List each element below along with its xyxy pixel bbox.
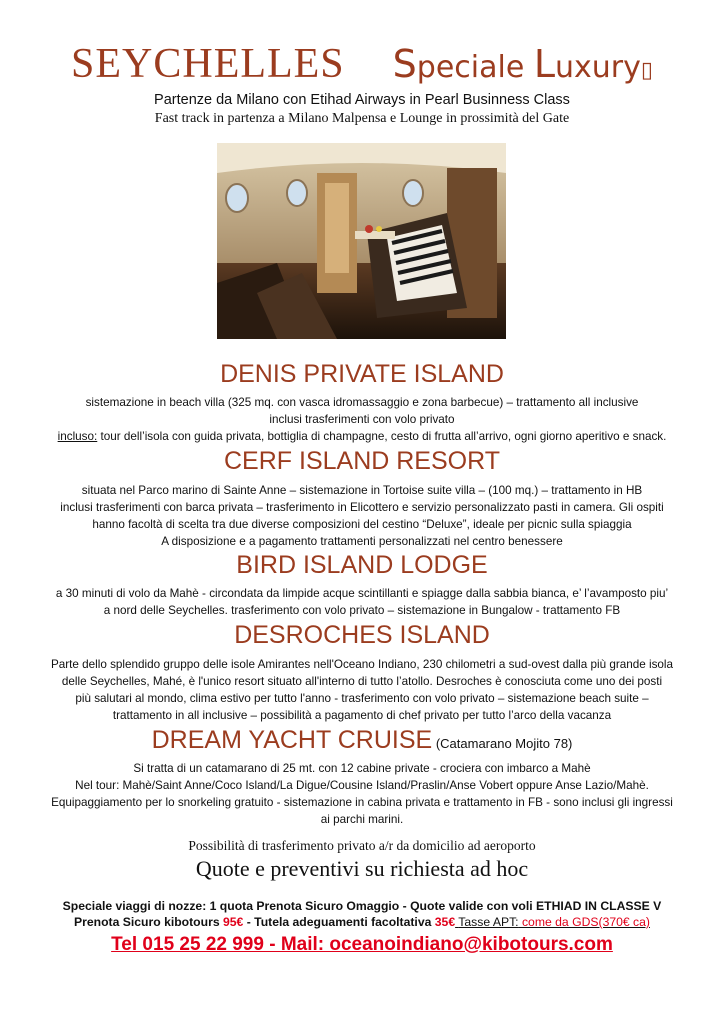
transfer-note: Possibilità di trasferimento privato a/r da domicilio ad aeroporto [188,838,536,853]
section-text-yacht: Si tratta di un catamarano di 25 mt. con 12 cabine private - crociera con imbarco a Mahè Nel tour: Mahè/Saint Anne/Coco Island/La Digue/Cousine Island/Praslin/Anse Vobert oppure Anse Lazio/Mahè. Equipaggiamento per lo snorkeling gratuito - sistemazione in cabina privata e trattamento in FB - sono inclusi gli ingressi ai parchi marini. [51,762,673,826]
section-heading-cerf: CERF ISLAND RESORT [224,447,500,475]
title-row [0,40,724,88]
section-text-bird: a 30 minuti di volo da Mahè - circondata da limpide acque scintillanti e spiagge dalla sabbia bianca, e’ l’avamposto piu’ a nord delle Seychelles. trasferimento con volo privato – sistemazione in Bungalow - trattamento FB [55,587,669,617]
special-offer-line: Speciale viaggi di nozze: 1 quota Prenota Sicuro Omaggio - Quote valide con voli ETHIAD IN CLASSE V [62,899,662,913]
section-heading-bird: BIRD ISLAND LODGE [236,551,488,579]
prenota-price: 95€ [222,915,244,929]
section-heading-desroches: DESROCHES ISLAND [234,621,490,649]
flight-info: Partenze da Milano con Etihad Airways in Pearl Businness Class [154,92,570,108]
quote-note: Quote e preventivi su richiesta ad hoc [195,856,529,881]
fast-track-info: Fast track in partenza a Milano Malpensa e Lounge in prossimità del Gate [154,111,570,126]
cabin-photo [217,143,506,339]
section-heading-yacht: DREAM YACHT CRUISE (Catamarano Mojito 78) [151,726,573,754]
incluso-label: incluso: [57,430,98,443]
tasse-value: come da GDS(370€ ca) [518,915,650,929]
page-title: SEYCHELLES [71,41,345,87]
contact-line: Tel 015 25 22 999 - Mail: oceanoindiano@kibotours.com [111,934,613,955]
section-text-denis: sistemazione in beach villa (325 mq. con vasca idromassaggio e zona barbecue) – trattamento all inclusive inclusi trasferimenti con volo privato incluso: tour dell’isola con guida privata, bottiglia di champagne, cesto di frutta all’arrivo, ogni giorno aperitivo e snack. [57,396,667,443]
cabin-image [217,143,506,339]
section-heading-denis: DENIS PRIVATE ISLAND [220,360,504,388]
section-text-desroches: Parte dello splendido gruppo delle isole Amirantes nell'Oceano Indiano, 230 chilometri a sud-ovest dalla più grande isola delle Seychelles, Mahé, è l'unico resort situato all'interno di tutto l’atollo. Desroches è conosciuta come uno dei posti più salutari al mondo, clima estivo per tutto l'anno - trasferimento con volo privato – sistemazione beach suite – trattamento in all inclusive – possibilità a pagamento di chef privato per tutto l’arco della vacanza [50,658,674,722]
page-subtitle: Speciale Luxury▯ [392,42,653,86]
yacht-note: (Catamarano Mojito 78) [432,736,573,751]
tutela-price: 35€ [434,915,456,929]
pricing-line: Prenota Sicuro kibotours 95€ - Tutela adeguamenti facoltativa 35€ Tasse APT: come da GDS(370€ ca) [74,915,650,929]
section-text-cerf: situata nel Parco marino di Sainte Anne – sistemazione in Tortoise suite villa – (100 mq.) – trattamento in HB inclusi trasferimenti con barca privata – trasferimento in Elicottero e servizio personalizzato pasti in camera. Gli ospiti hanno facoltà di scelta tra due diverse composizioni del cestino “Deluxe”, ideale per picnic sulla spiaggia A disposizione e a pagamento trattamenti personalizzati nel centro benessere [60,484,664,548]
tasse-label: Tasse APT: [458,915,519,929]
